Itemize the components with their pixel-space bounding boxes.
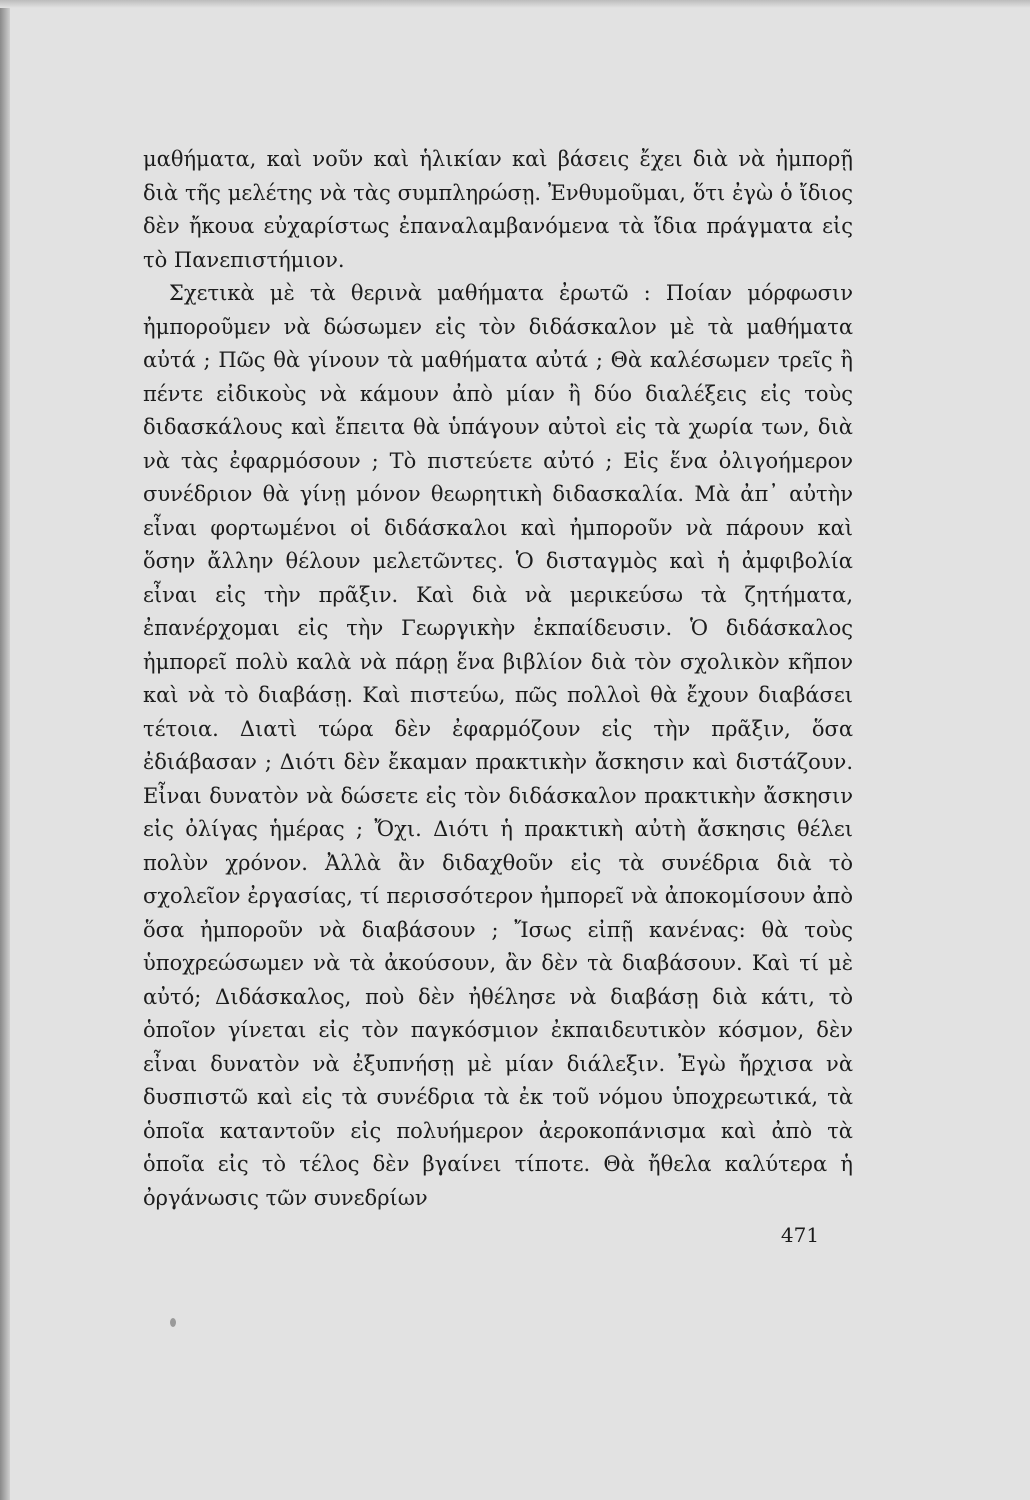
scan-speck [170, 1318, 176, 1327]
paragraph-summer-courses: Σχετικὰ μὲ τὰ θερινὰ μαθήματα ἐρωτῶ : Ποίαν μόρφωσιν ἠμποροῦμεν νὰ δώσωμεν εἰς τὸν διδάσκαλον μὲ τὰ μαθήματα αὐτά ; Πῶς θὰ γίνουν τὰ μαθήματα αὐτά ; Θὰ καλέσωμεν τρεῖς ἢ πέντε εἰδικοὺς νὰ κάμουν ἀπὸ μίαν ἢ δύο διαλέξεις εἰς τοὺς διδασκάλους καὶ ἔπειτα θὰ ὑπάγουν αὐτοὶ εἰς τὰ χωρία των, διὰ νὰ τὰς ἐφαρμόσουν ; Τὸ πιστεύετε αὐτό ; Εἰς ἕνα ὀλιγοήμερον συνέδριον θὰ γίνῃ μόνον θεωρητικὴ διδασκαλία. Μὰ ἀπ᾽ αὐτὴν εἶναι φορτωμένοι οἱ διδάσκαλοι καὶ ἠμποροῦν νὰ πάρουν καὶ ὅσην ἄλλην θέλουν μελετῶντες. Ὁ δισταγμὸς καὶ ἡ ἀμφιβολία εἶναι εἰς τὴν πρᾶξιν. Καὶ διὰ νὰ μερικεύσω τὰ ζητήματα, ἐπανέρχομαι εἰς τὴν Γεωργικὴν ἐκπαίδευσιν. Ὁ διδάσκαλος ἠμπορεῖ πολὺ καλὰ νὰ πάρῃ ἕνα βιβλίον διὰ τὸν σχολικὸν κῆπον καὶ νὰ τὸ διαβάσῃ. Καὶ πιστεύω, πῶς πολλοὶ θὰ ἔχουν διαβάσει τέτοια. Διατὶ τώρα δὲν ἐφαρμόζουν εἰς τὴν πρᾶξιν, ὅσα ἐδιάβασαν ; Διότι δὲν ἔκαμαν πρακτικὴν ἄσκησιν καὶ διστάζουν. Εἶναι δυνατὸν νὰ δώσετε εἰς τὸν διδάσκαλον πρακτικὴν ἄσκησιν εἰς ὀλίγας ἡμέρας ; Ὄχι. Διότι ἡ πρακτικὴ αὐτὴ ἄσκησις θέλει πολὺν χρόνον. Ἀλλὰ ἂν διδαχθοῦν εἰς τὰ συνέδρια διὰ τὸ σχολεῖον ἐργασίας, τί περισσότερον ἠμπορεῖ νὰ ἀποκομίσουν ἀπὸ ὅσα ἠμποροῦν νὰ διαβάσουν ; Ἴσως εἰπῇ κανένας: θὰ τοὺς ὑποχρεώσωμεν νὰ τὰ ἀκούσουν, ἂν δὲν τὰ διαβάσουν. Καὶ τί μὲ αὐτό; Διδάσκαλος, ποὺ δὲν ἠθέλησε νὰ διαβάσῃ διὰ κάτι, τὸ ὁποῖον γίνεται εἰς τὸν παγκόσμιον ἐκπαιδευτικὸν κόσμον, δὲν εἶναι δυνατὸν νὰ ἐξυπνήσῃ μὲ μίαν διάλεξιν. Ἐγὼ ἤρχισα νὰ δυσπιστῶ καὶ εἰς τὰ συνέδρια τὰ ἐκ τοῦ νόμου ὑποχρεωτικά, τὰ ὁποῖα καταντοῦν εἰς πολυήμερον ἀεροκοπάνισμα καὶ ἀπὸ τὰ ὁποῖα εἰς τὸ τέλος δὲν βγαίνει τίποτε. Θὰ ἤθελα καλύτερα ἡ ὀργάνωσις τῶν συνεδρίων [143, 281, 853, 1210]
page-binding-edge [0, 0, 10, 1500]
paragraph-continuation: μαθήματα, καὶ νοῦν καὶ ἡλικίαν καὶ βάσεις ἔχει διὰ νὰ ἠμπορῇ διὰ τῆς μελέτης νὰ τὰς συμπληρώσῃ. Ἐνθυμοῦμαι, ὅτι ἐγὼ ὁ ἴδιος δὲν ἤκουα εὐχαρίστως ἐπαναλαμβανόμενα τὰ ἴδια πράγματα εἰς τὸ Πανεπιστήμιον. [143, 147, 853, 272]
body-text [143, 143, 853, 1215]
page-top-shadow [0, 0, 1030, 8]
page-number: 471 [780, 1223, 820, 1247]
